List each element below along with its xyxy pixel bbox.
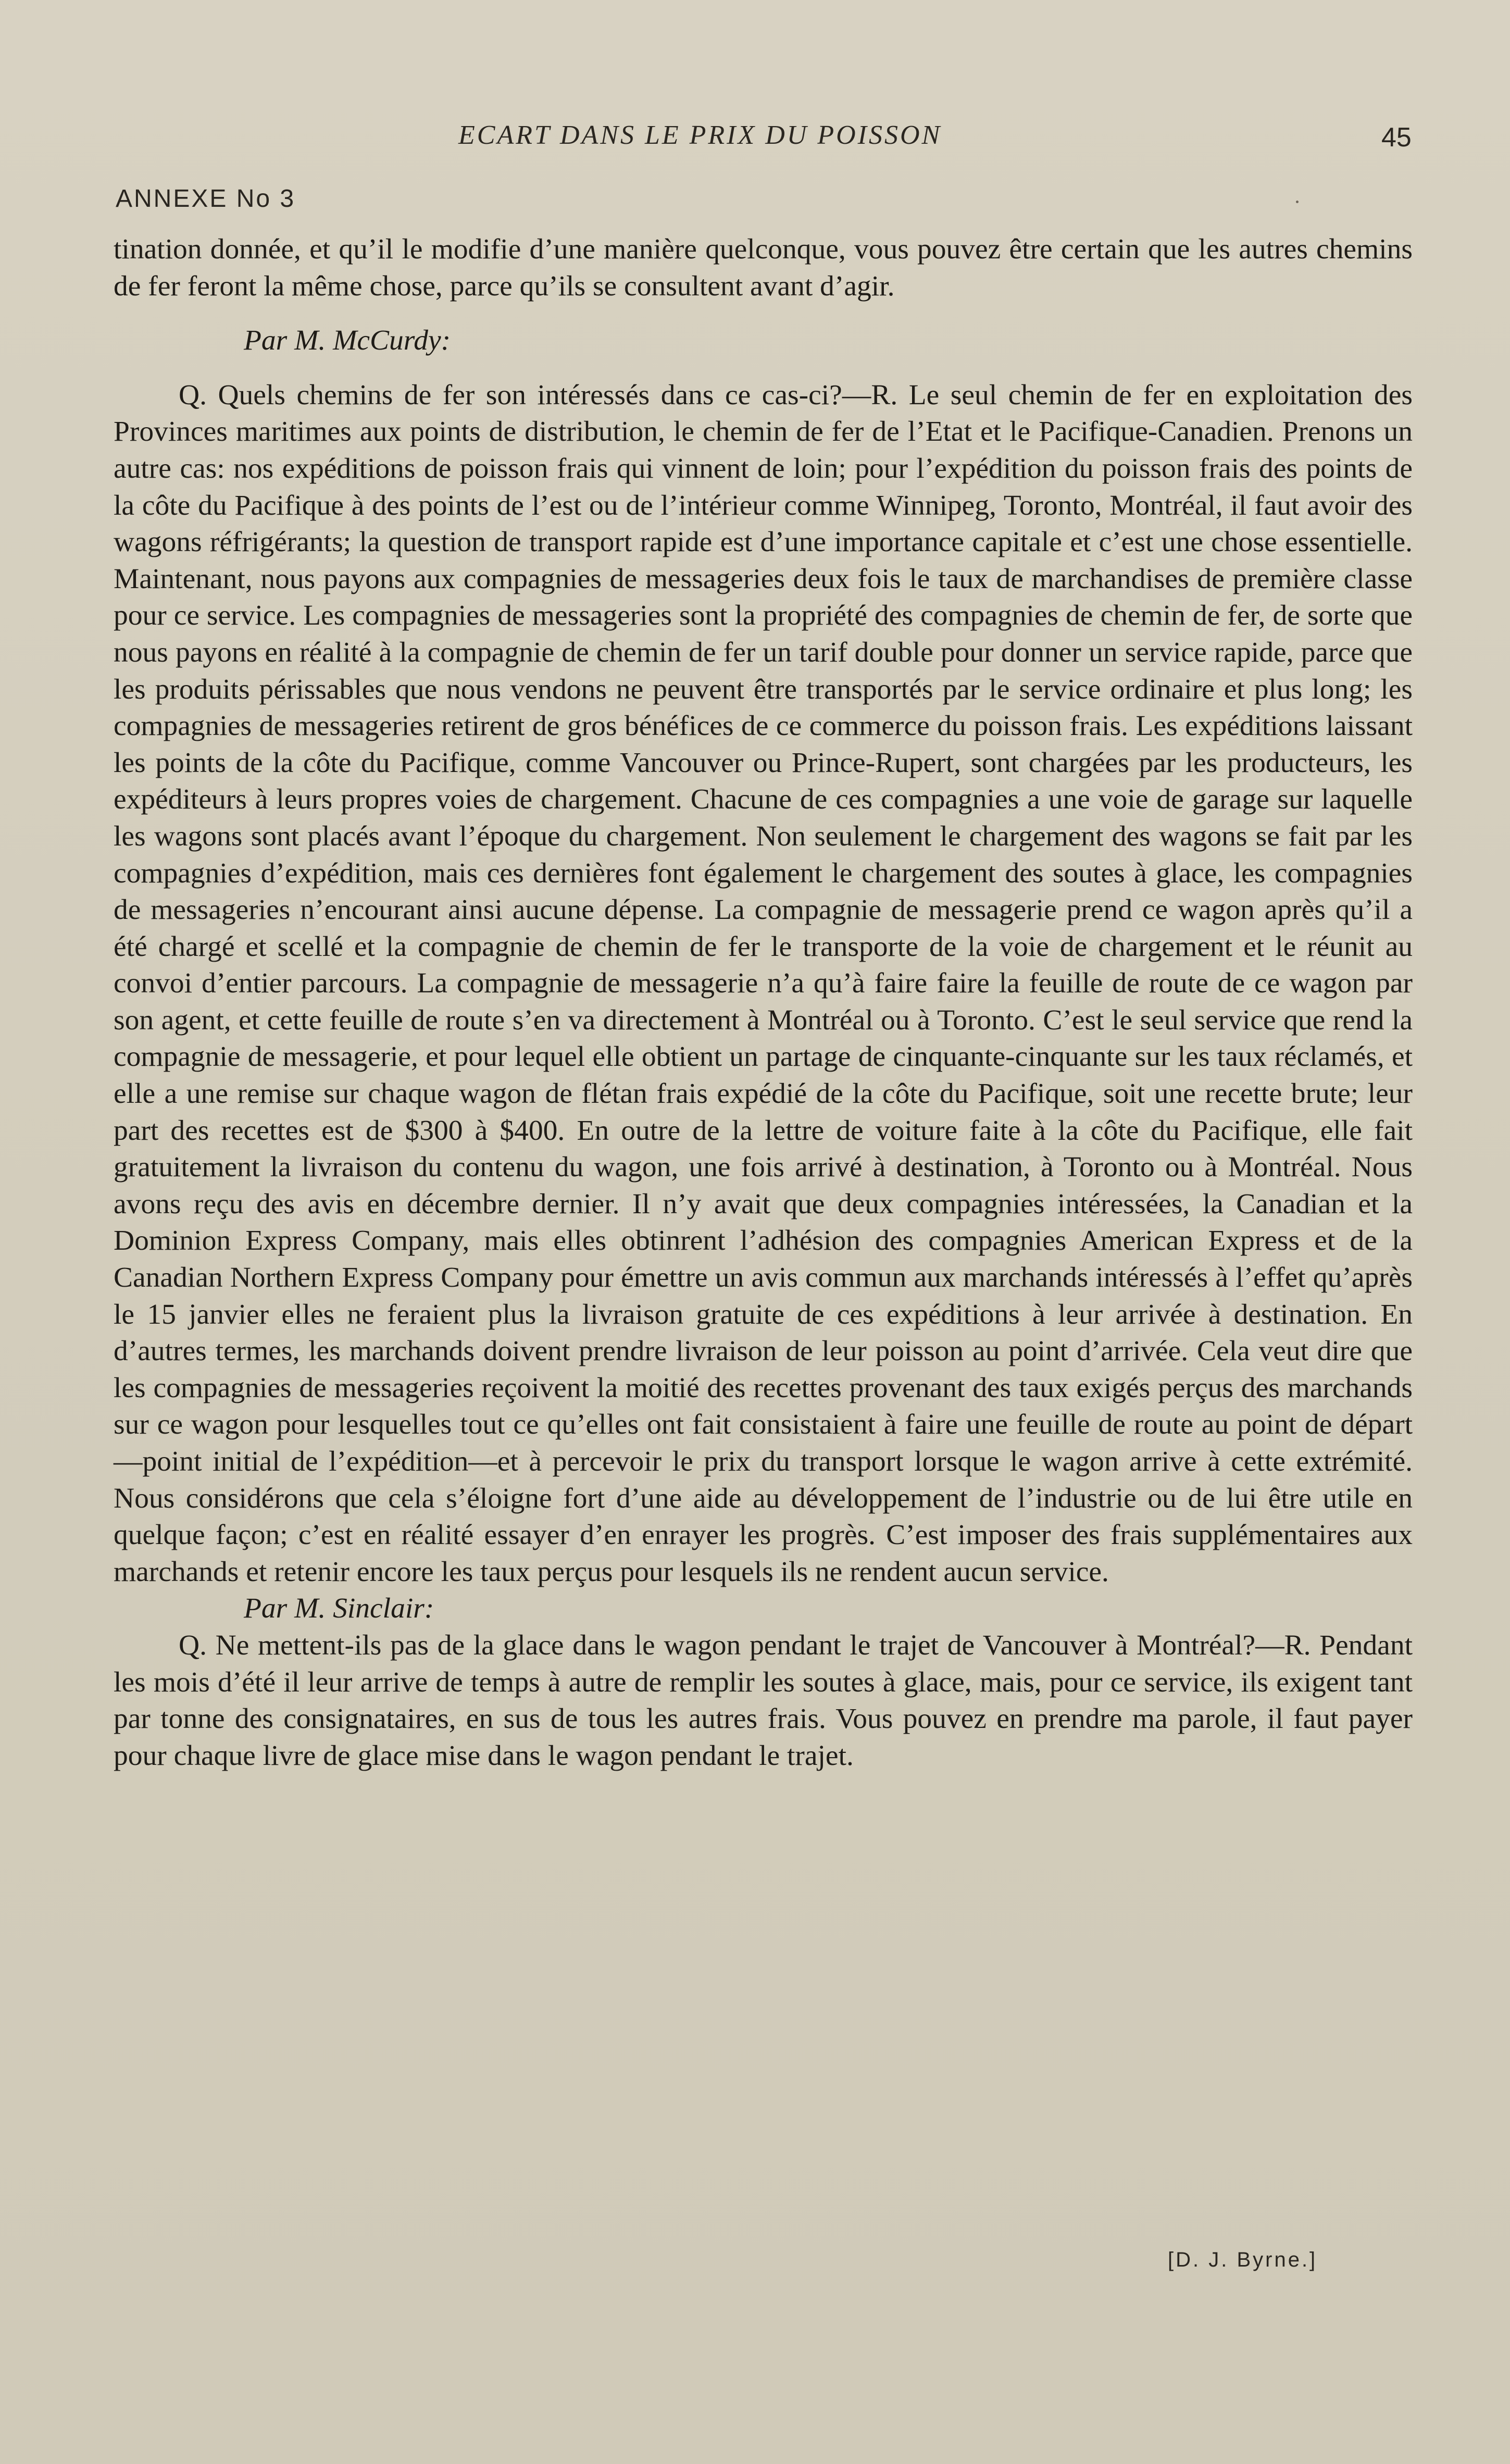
body-text xyxy=(114,231,1413,1774)
speaker-heading-mccurdy: Par M. McCurdy: xyxy=(244,325,451,357)
running-title: ECART DANS LE PRIX DU POISSON xyxy=(458,120,942,150)
speaker-heading-sinclair: Par M. Sinclair: xyxy=(244,1592,434,1625)
paper-speck xyxy=(1296,201,1299,203)
paragraph-testimony: Q. Quels chemins de fer son intéressés dans ce cas-ci?—R. Le seul chemin de fer en exploitation des Provinces maritimes aux points de distribution, le chemin de fer de l’Etat et le Pacifique-Canadien. Prenons un autre cas: nos expéditions de poisson frais qui vinnent de loin; pour l’expédition du poisson frais des points de la côte du Pacifique à des points de l’est ou de l’intérieur comme Winnipeg, Toronto, Montréal, il faut avoir des wagons réfrigérants; la question de transport rapide est d’une importance capitale et c’est une chose essentielle. Maintenant, nous payons aux compagnies de messageries deux fois le taux de marchandises de première classe pour ce service. Les compagnies de messageries sont la propriété des compagnies de chemin de fer, de sorte que nous payons en réalité à la compagnie de chemin de fer un tarif double pour donner un service rapide, parce que les produits périssables que nous vendons ne peuvent être transportés par le service ordinaire et plus long; les compagnies de messageries retirent de gros bénéfices de ce commerce du poisson frais. Les expéditions laissant les points de la côte du Pacifique, comme Vancouver ou Prince-Rupert, sont chargées par les producteurs, les expéditeurs à leurs propres voies de chargement. Chacune de ces compagnies a une voie de garage sur laquelle les wagons sont placés avant l’époque du chargement. Non seulement le chargement des wagons se fait par les compagnies d’expédition, mais ces dernières font également le chargement des soutes à glace, les compagnies de messageries n’encourant ainsi aucune dépense. La compagnie de messagerie prend ce wagon après qu’il a été chargé et scellé et la compagnie de chemin de fer le transporte de la voie de chargement et le réunit au convoi d’entier parcours. La compagnie de messagerie n’a qu’à faire faire la feuille de route de ce wagon par son agent, et cette feuille de route s’en va directement à Montréal ou à Toronto. C’est le seul service que rend la compagnie de messagerie, et pour lequel elle obtient un partage de cinquante-cinquante sur les taux réclamés, et elle a une remise sur chaque wagon de flétan frais expédié de la côte du Pacifique, soit une recette brute; leur part des recettes est de $300 à $400. En outre de la lettre de voiture faite à la côte du Pacifique, elle fait gratuitement la livraison du contenu du wagon, une fois arrivé à destination, à Toronto ou à Montréal. Nous avons reçu des avis en décembre dernier. Il n’y avait que deux compagnies intéressées, la Canadian et la Dominion Express Company, mais elles obtinrent l’adhésion des compagnies American Express et de la Canadian Northern Express Company pour émettre un avis commun aux marchands intéressés à l’effet qu’après le 15 janvier elles ne feraient plus la livraison gratuite de ces expéditions à leur arrivée à destination. En d’autres termes, les marchands doivent prendre livraison de leur poisson au point d’arrivée. Cela veut dire que les compagnies de messageries reçoivent la moitié des recettes provenant des taux exigés perçus des marchands sur ce wagon pour lesquelles tout ce qu’elles ont fait consistaient à faire une feuille de route au point de départ—point initial de l’expédition—et à percevoir le prix du transport lorsque le wagon arrive à cette extrémité. Nous considérons que cela s’éloigne fort d’une aide au développement de l’industrie ou de lui être utile en quelque façon; c’est en réalité essayer d’en enrayer les progrès. C’est imposer des frais supplémentaires aux marchands et retenir encore les taux perçus pour lesquels ils ne rendent aucun service. xyxy=(114,379,1413,1588)
annex-label: ANNEXE No 3 xyxy=(116,185,296,213)
paragraph-question: Q. Ne mettent-ils pas de la glace dans le wagon pendant le trajet de Vancouver à Montréal?—R. Pendant les mois d’été il leur arrive de temps à autre de remplir les soutes à glace, mais, pour ce service, ils exigent tant par tonne des consignataires, en sus de tous les autres frais. Vous pouvez en prendre ma parole, il faut payer pour chaque livre de glace mise dans le wagon pendant le trajet. xyxy=(114,1629,1413,1772)
page-number: 45 xyxy=(1381,122,1412,153)
witness-signature: [D. J. Byrne.] xyxy=(1168,2248,1318,2271)
paragraph-continuation: tination donnée, et qu’il le modifie d’une manière quelconque, vous pouvez être certain que les autres chemins de fer feront la même chose, parce qu’ils se consultent avant d’agir. xyxy=(114,233,1413,302)
running-header xyxy=(0,116,1510,157)
